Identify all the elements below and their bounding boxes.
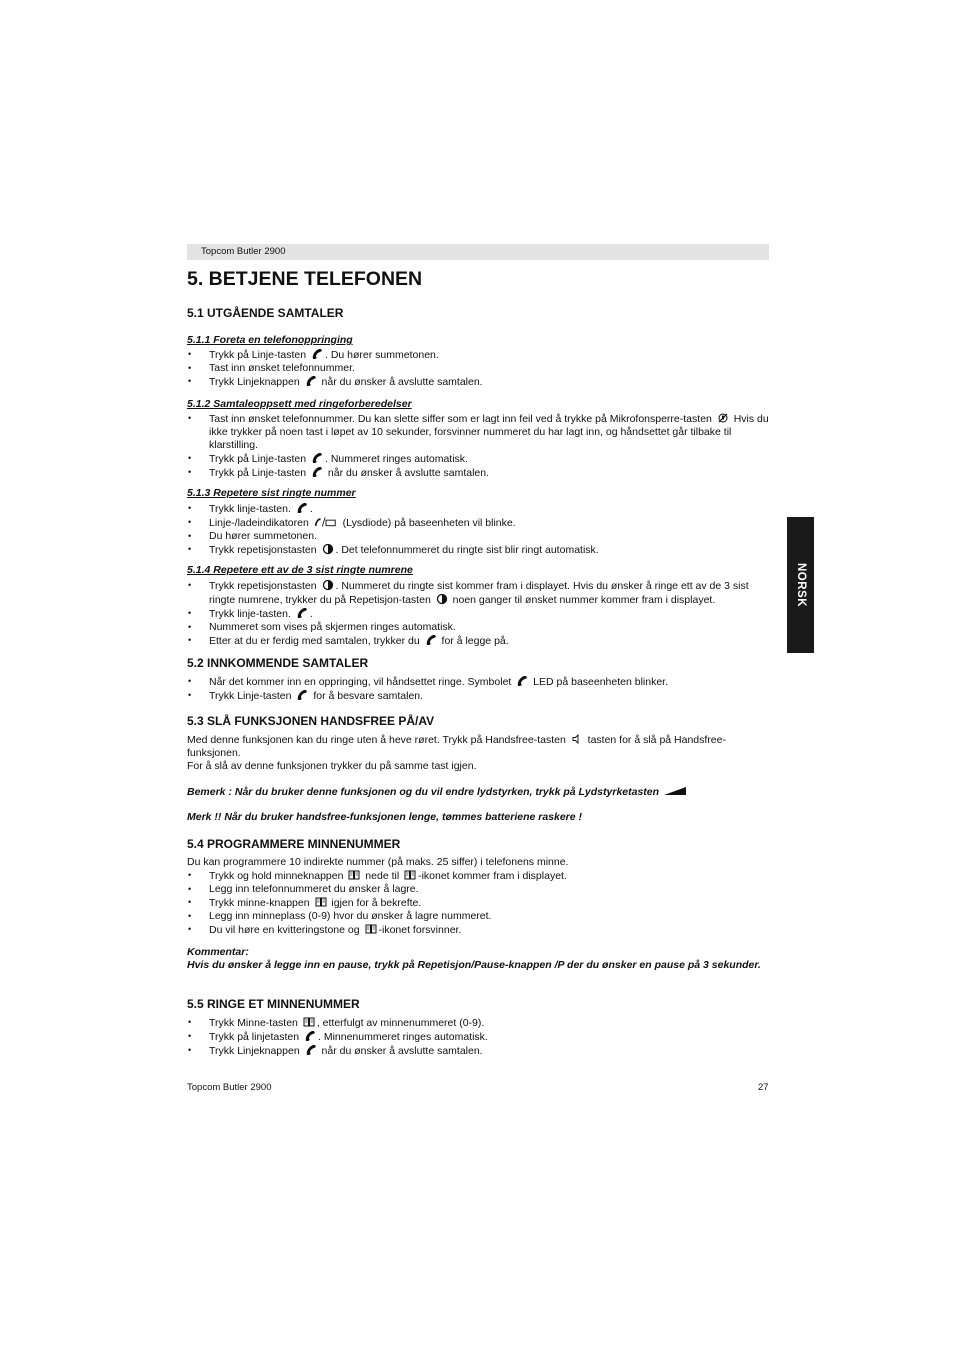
list-item: • Trykk på Linje-tasten når du ønsker å avslutte samtalen. <box>187 466 769 480</box>
list-item: • Trykk på Linje-tasten . Du hører summetonen. <box>187 348 769 362</box>
note-battery: Merk !! Når du bruker handsfree-funksjonen lenge, tømmes batteriene raskere ! <box>187 811 583 823</box>
list-item: • Tast inn ønsket telefonnummer. <box>187 362 769 375</box>
redial-key-icon <box>436 593 448 605</box>
line-key-icon <box>305 1044 317 1056</box>
note-volume: Bemerk : Når du bruker denne funksjonen og du vil endre lydstyrken, trykk på Lydstyrketasten <box>187 786 767 799</box>
section-5-1-2-list <box>187 412 769 480</box>
list-item: • Trykk Minne-tasten , etterfulgt av minnenummeret (0-9). <box>187 1016 769 1030</box>
section-5-3-paragraph: Med denne funksjonen kan du ringe uten å heve røret. Trykk på Handsfree-tasten tasten for å slå på Handsfree-funksjonen. For å slå av denne funksjonen trykker du på samme tast igjen. <box>187 734 726 772</box>
line-key-icon <box>305 375 317 387</box>
list-item: • Nummeret som vises på skjermen ringes automatisk. <box>187 621 769 634</box>
section-5-5-list <box>187 1016 769 1058</box>
list-item: • Du hører summetonen. <box>187 530 769 543</box>
list-item: • Trykk repetisjonstasten . Det telefonnummeret du ringte sist blir ringt automatisk. <box>187 543 769 557</box>
section-5-1-4-list <box>187 579 769 648</box>
footer-product: Topcom Butler 2900 <box>187 1082 272 1093</box>
section-5-4-list <box>187 869 769 937</box>
line-key-icon <box>311 348 323 360</box>
running-header-text: Topcom Butler 2900 <box>201 246 286 257</box>
section-5-1-1-list <box>187 348 769 389</box>
section-5-5-heading: 5.5 RINGE ET MINNENUMMER <box>187 997 360 1011</box>
list-item: • Linje-/ladeindikatoren (Lysdiode) på baseenheten vil blinke. <box>187 516 769 530</box>
comment: Kommentar: Hvis du ønsker å legge inn en pause, trykk på Repetisjon/Pause-knappen /P der du ønsker en pause på 3 sekunder. <box>187 946 761 971</box>
running-header <box>187 244 769 260</box>
list-item: • Legg inn telefonnummeret du ønsker å lagre. <box>187 883 769 896</box>
list-item: • Trykk Linjeknappen når du ønsker å avslutte samtalen. <box>187 375 769 389</box>
section-5-1-3-heading: 5.1.3 Repetere sist ringte nummer <box>187 487 356 499</box>
memory-key-icon <box>365 923 377 935</box>
line-led-icon <box>516 675 528 687</box>
section-5-3-heading: 5.3 SLÅ FUNKSJONEN HANDSFREE PÅ/AV <box>187 714 435 728</box>
line-key-icon <box>296 689 308 701</box>
list-item: • Trykk linje-tasten. . <box>187 502 769 516</box>
list-item: • Trykk på linjetasten . Minnenummeret ringes automatisk. <box>187 1030 769 1044</box>
redial-key-icon <box>322 543 334 555</box>
section-5-1-heading: 5.1 UTGÅENDE SAMTALER <box>187 306 344 320</box>
memory-key-icon <box>315 896 327 908</box>
mute-key-icon <box>717 412 729 424</box>
list-item: • Når det kommer inn en oppringing, vil håndsettet ringe. Symbolet LED på baseenheten blinker. <box>187 675 769 689</box>
list-item: • Trykk minne-knappen igjen for å bekrefte. <box>187 896 769 910</box>
page-title: 5. BETJENE TELEFONEN <box>187 268 423 290</box>
section-5-4-intro: Du kan programmere 10 indirekte nummer (på maks. 25 siffer) i telefonens minne. <box>187 856 569 868</box>
list-item: • Trykk linje-tasten. . <box>187 607 769 621</box>
section-5-1-2-heading: 5.1.2 Samtaleoppsett med ringeforberedelser <box>187 398 412 410</box>
memory-key-icon <box>348 869 360 881</box>
page-number: 27 <box>758 1082 769 1093</box>
line-key-icon <box>311 466 323 478</box>
language-tab <box>787 517 814 653</box>
list-item: • Trykk Linje-tasten for å besvare samtalen. <box>187 689 769 703</box>
line-key-icon <box>304 1030 316 1042</box>
line-key-icon <box>425 634 437 646</box>
list-item: • Trykk Linjeknappen når du ønsker å avslutte samtalen. <box>187 1044 769 1058</box>
list-item: • Du vil høre en kvitteringstone og -ikonet forsvinner. <box>187 923 769 937</box>
line-key-icon <box>296 502 308 514</box>
list-item: • Legg inn minneplass (0-9) hvor du ønsker å lagre nummeret. <box>187 910 769 923</box>
memory-key-icon <box>404 869 416 881</box>
section-5-1-3-list <box>187 502 769 557</box>
section-5-4-heading: 5.4 PROGRAMMERE MINNENUMMER <box>187 837 401 851</box>
section-5-1-1-heading: 5.1.1 Foreta en telefonoppringing <box>187 334 353 346</box>
line-key-icon <box>296 607 308 619</box>
section-5-2-list <box>187 675 769 703</box>
charge-indicator-icon <box>314 516 338 528</box>
section-5-1-4-heading: 5.1.4 Repetere ett av de 3 sist ringte numrene <box>187 564 413 576</box>
list-item: • Trykk på Linje-tasten . Nummeret ringes automatisk. <box>187 452 769 466</box>
list-item: • Etter at du er ferdig med samtalen, trykker du for å legge på. <box>187 634 769 648</box>
list-item: • Trykk og hold minneknappen nede til -ikonet kommer fram i displayet. <box>187 869 769 883</box>
volume-key-icon <box>664 787 686 795</box>
speaker-icon <box>571 733 583 745</box>
section-5-2-heading: 5.2 INNKOMMENDE SAMTALER <box>187 656 369 670</box>
redial-key-icon <box>322 579 334 591</box>
list-item: • Trykk repetisjonstasten . Nummeret du ringte sist kommer fram i displayet. Hvis du ønsker å ringe ett av de 3 sist ringte numrene, trykker du på Repetisjon-tasten noen ganger til ønsket nummer kommer fram i displayet. <box>187 579 769 607</box>
language-tab-label: NORSK <box>794 562 807 608</box>
memory-key-icon <box>303 1016 315 1028</box>
line-key-icon <box>311 452 323 464</box>
list-item: • Tast inn ønsket telefonnummer. Du kan slette siffer som er lagt inn feil ved å trykke på Mikrofonsperre-tasten Hvis du ikke trykker på noen tast i løpet av 10 sekunder, forsvinner nummeret du har lagt inn, og håndsettet går tilbake til klarstilling. <box>187 412 769 452</box>
